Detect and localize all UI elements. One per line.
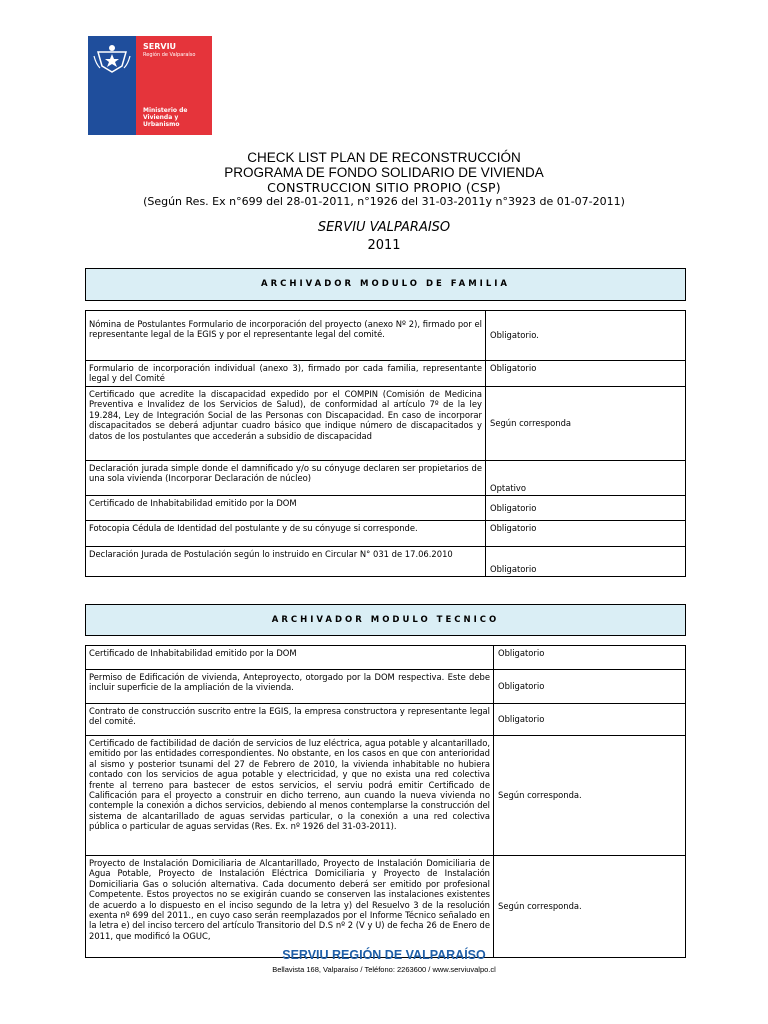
tecnico-checklist-table — [85, 604, 686, 958]
checklist-item-description: Declaración Jurada de Postulación según lo instruido en Circular N° 031 de 17.06.2010 — [86, 547, 486, 577]
logo-ministerio-text: Ministerio de Vivienda y Urbanismo — [143, 107, 188, 128]
checklist-item-status: Obligatorio — [486, 361, 686, 387]
serviu-valparaiso-heading: SERVIU VALPARAISO — [317, 220, 451, 235]
checklist-item-status: Según corresponda. — [494, 856, 686, 958]
tecnico-section-title: ARCHIVADOR MODULO TECNICO — [86, 605, 686, 636]
footer-organization-name: SERVIU REGIÓN DE VALPARAÍSO — [282, 948, 486, 962]
checklist-item-description: Certificado de Inhabitabilidad emitido por la DOM — [86, 496, 486, 521]
table-row — [86, 547, 686, 577]
checklist-item-description: Nómina de Postulantes Formulario de incorporación del proyecto (anexo Nº 2), firmado por el representante legal de la EGIS y por el representante legal del comité. — [86, 311, 486, 361]
checklist-item-status: Según corresponda — [486, 387, 686, 461]
title-line-1: CHECK LIST PLAN DE RECONSTRUCCIÓN — [247, 150, 521, 165]
table-row — [86, 521, 686, 547]
checklist-item-description: Contrato de construcción suscrito entre la EGIS, la empresa constructora y representante legal del comité. — [86, 704, 494, 736]
tecnico-header-row — [86, 605, 686, 636]
table-row — [86, 461, 686, 496]
checklist-item-status: Obligatorio — [494, 670, 686, 704]
table-row — [86, 670, 686, 704]
checklist-item-status: Obligatorio. — [486, 311, 686, 361]
table-row — [86, 361, 686, 387]
checklist-item-status: Obligatorio — [494, 704, 686, 736]
checklist-item-status: Obligatorio — [486, 496, 686, 521]
checklist-item-status: Optativo — [486, 461, 686, 496]
familia-checklist-table — [85, 268, 686, 577]
checklist-item-status: Obligatorio — [494, 646, 686, 670]
checklist-item-status: Según corresponda. — [494, 736, 686, 856]
checklist-item-description: Formulario de incorporación individual (anexo 3), firmado por cada familia, representante legal y del Comité — [86, 361, 486, 387]
table-row — [86, 496, 686, 521]
checklist-item-description: Declaración jurada simple donde el damnificado y/o su cónyuge declaren ser propietarios de una sola vivienda (Incorporar Declaración de núcleo) — [86, 461, 486, 496]
checklist-item-description: Certificado de Inhabitabilidad emitido por la DOM — [86, 646, 494, 670]
table-row — [86, 856, 686, 958]
year-heading: 2011 — [367, 238, 401, 253]
checklist-item-description: Proyecto de Instalación Domiciliaria de Alcantarillado, Proyecto de Instalación Domiciliaria de Agua Potable, Proyecto de Instalación Eléctrica Domiciliaria y Proyecto de Instalación Domiciliaria Gas o solución alternativa. Cada documento deberá ser emitido por profesional Competente. Estos proyectos no se exigirán cuando se conserven las instalaciones existentes de acuerdo a lo dispuesto en el inciso segundo de la letra y) del Resuelvo 3 de la resolución exenta nº 699 del 2011., en cuyo caso serán reemplazados por el Informe Técnico señalado en la letra e) del inciso tercero del artículo Transitorio del D.S nº 2 (V y U) de fecha 26 de Enero de 2011, que modificó la OGUC, — [86, 856, 494, 958]
checklist-item-description: Permiso de Edificación de vivienda, Anteproyecto, otorgado por la DOM respectiva. Este debe incluir superficie de la ampliación de la vivienda. — [86, 670, 494, 704]
table-row — [86, 736, 686, 856]
table-row — [86, 704, 686, 736]
table-row — [86, 646, 686, 670]
serviu-logo — [88, 36, 212, 135]
checklist-item-description: Fotocopia Cédula de Identidad del postulante y de su cónyuge si corresponde. — [86, 521, 486, 547]
logo-region-text: Región de Valparaíso — [143, 52, 196, 58]
chile-coat-of-arms-icon — [92, 42, 132, 76]
checklist-item-status: Obligatorio — [486, 521, 686, 547]
checklist-item-description: Certificado de factibilidad de dación de servicios de luz eléctrica, agua potable y alcantarillado, emitido por las entidades correspondientes. No obstante, en los casos en que con anterioridad al sismo y posterior tsunami del 27 de Febrero de 2010, la vivienda inhabitable no hubiera contado con los servicios de agua potable y electricidad, y que no exista una red colectiva frente al terreno para bastecer de estos servicios, el serviu podrá emitir Certificado de Calificación para el proyecto a construir en dicho terreno, aun cuando la nueva vivienda no contemple la conexión a dichos servicios, debiendo al menos contemplarse la construcción del sistema de alcantarillado de aguas servidas particular, o la conexión a una red colectiva pública o particular de aguas servidas (Res. Ex. nº 1926 del 31-03-2011). — [86, 736, 494, 856]
title-line-2: PROGRAMA DE FONDO SOLIDARIO DE VIVIENDA — [224, 165, 544, 180]
logo-serviu-text: SERVIU — [143, 42, 177, 51]
familia-section-title: ARCHIVADOR MODULO DE FAMILIA — [86, 269, 686, 301]
footer-contact-info: Bellavista 168, Valparaíso / Teléfono: 2263600 / www.serviuvalpo.cl — [272, 965, 496, 974]
checklist-item-description: Certificado que acredite la discapacidad expedido por el COMPIN (Comisión de Medicina Preventiva e Invalidez de los Servicios de Salud), de conformidad al artículo 7º de la ley 19.284, Ley de Integración Social de las Personas con Discapacidad. En caso de incorporar discapacitados se deberá adjuntar cuadro básico que indique número de discapacitados y datos de los postulantes que accederán a subsidio de discapacidad — [86, 387, 486, 461]
title-line-3: CONSTRUCCION SITIO PROPIO (CSP) — [267, 180, 501, 195]
familia-header-row — [86, 269, 686, 301]
resolution-reference: (Según Res. Ex n°699 del 28-01-2011, n°1926 del 31-03-2011y n°3923 de 01-07-2011) — [143, 195, 625, 208]
checklist-item-status: Obligatorio — [486, 547, 686, 577]
table-row — [86, 311, 686, 361]
table-row — [86, 387, 686, 461]
